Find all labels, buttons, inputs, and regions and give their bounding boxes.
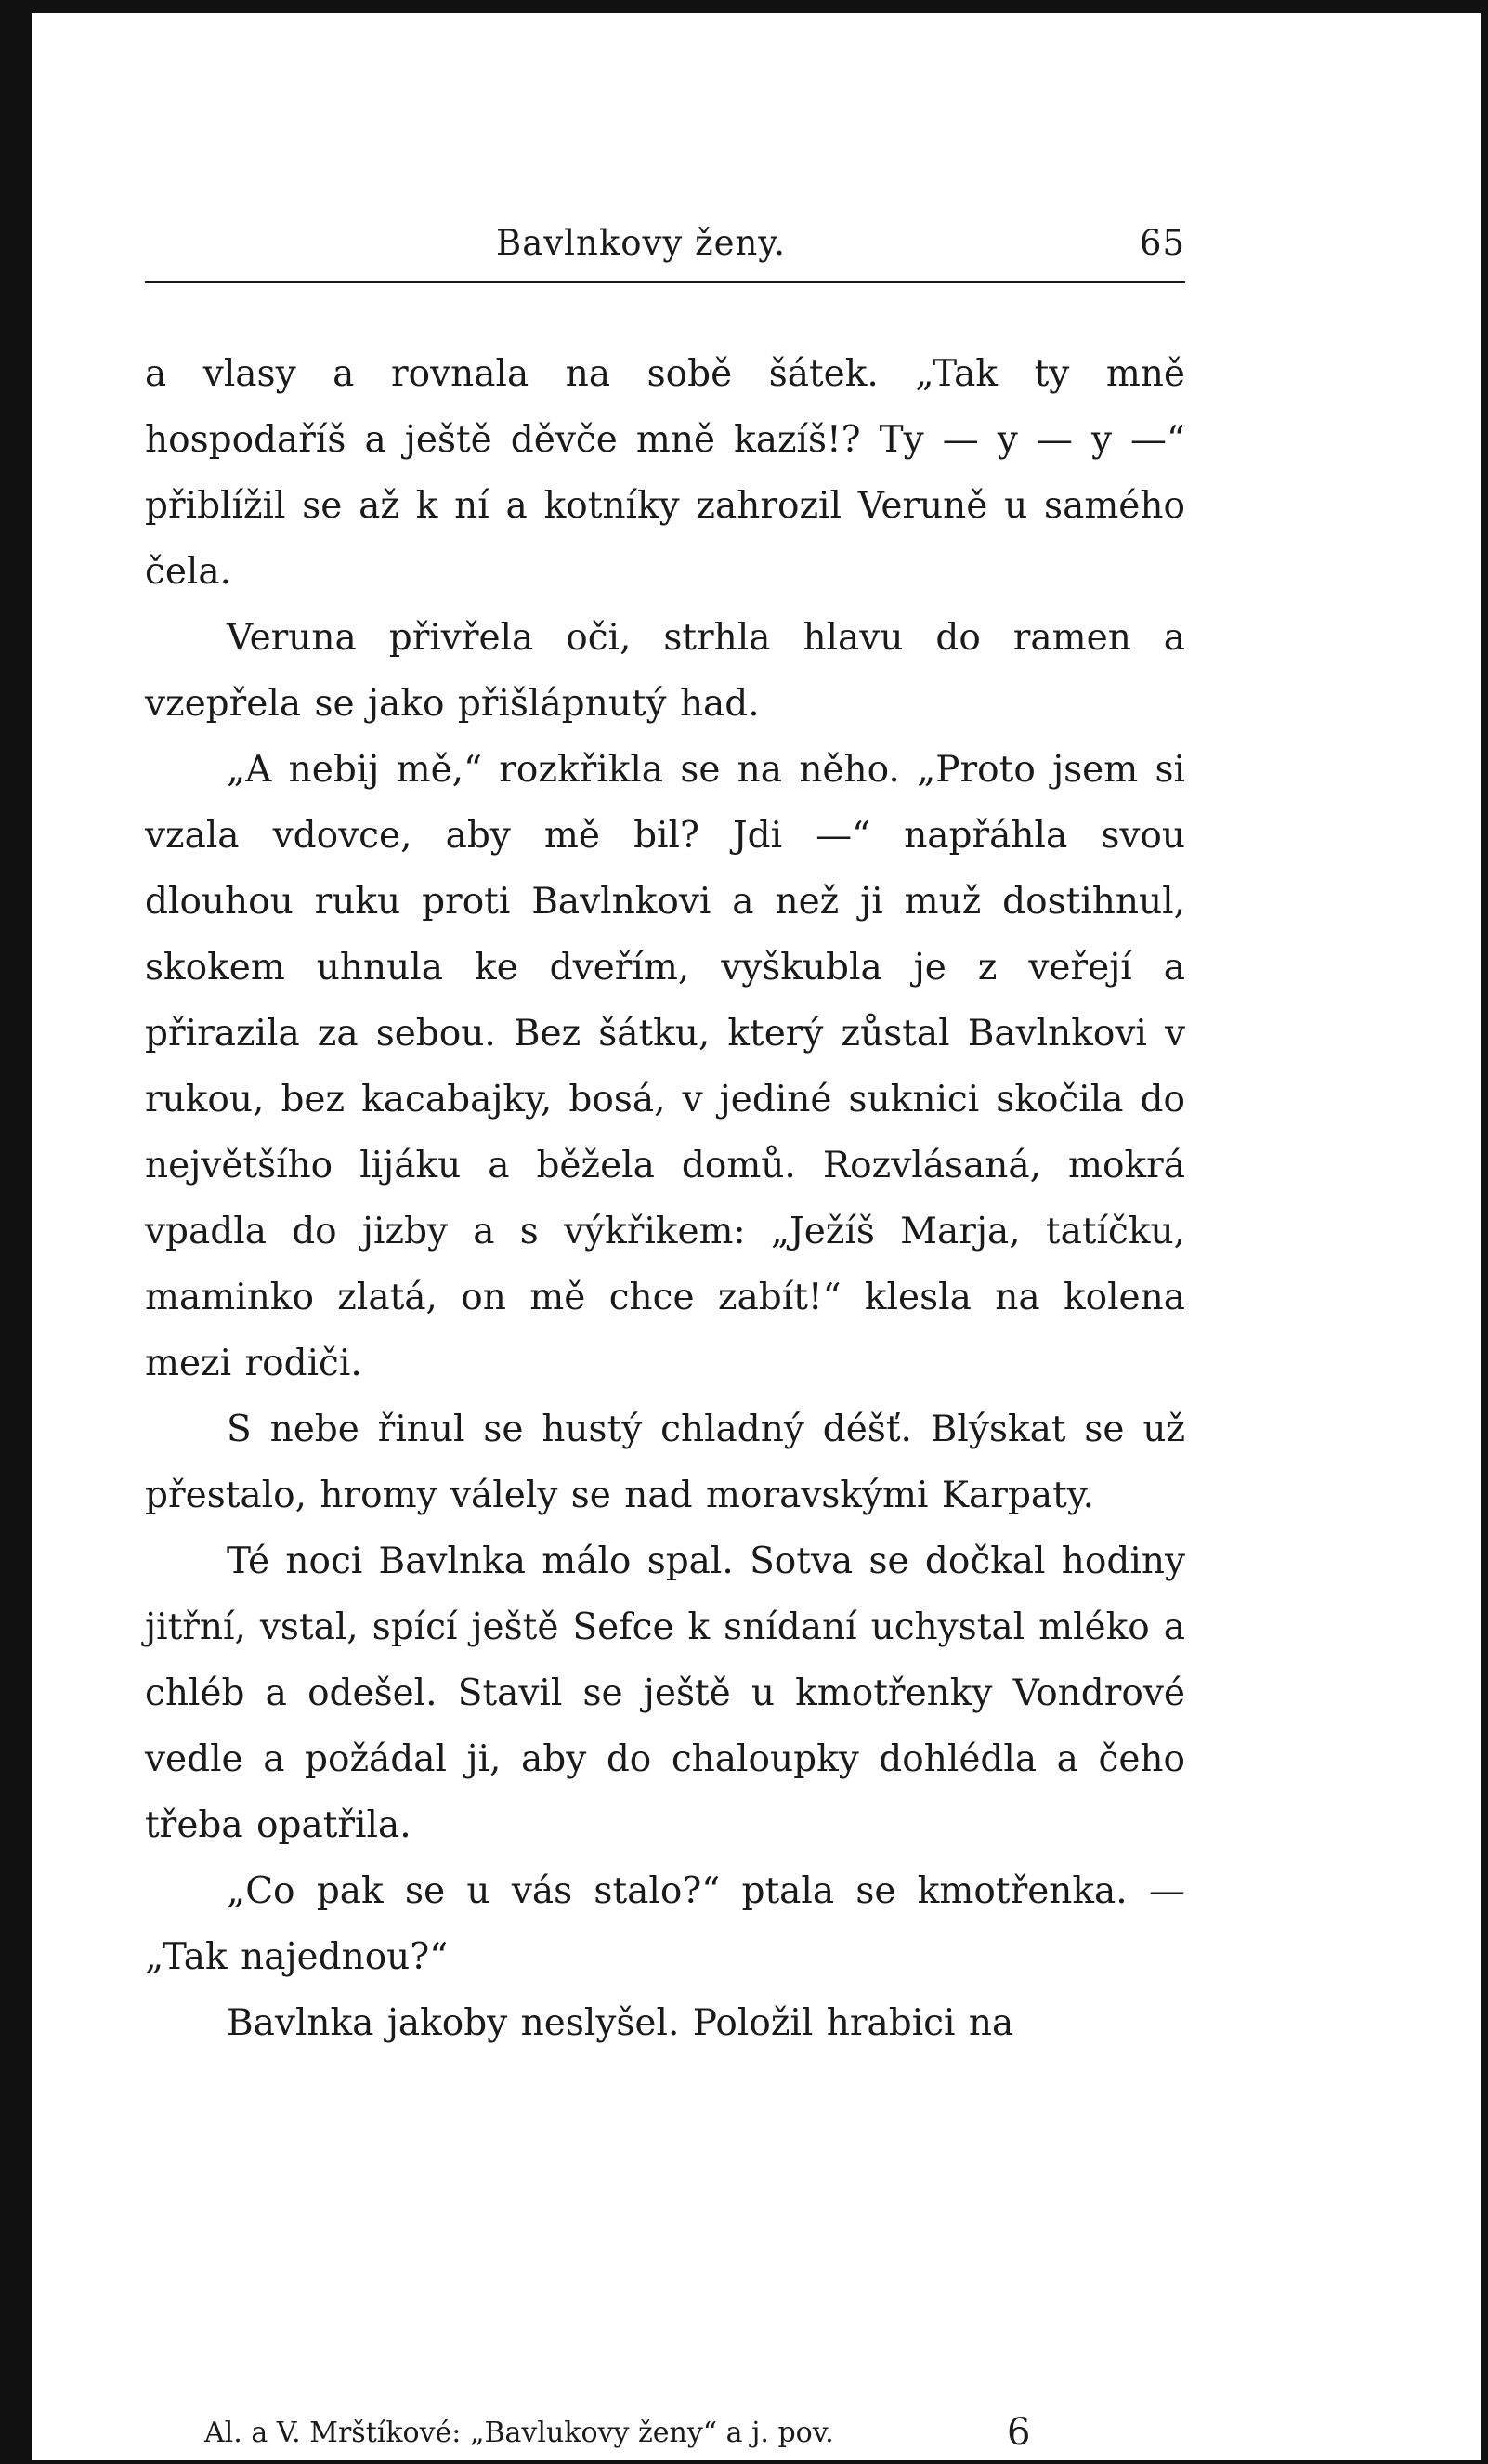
paragraph: Bavlnka jakoby neslyšel. Položil hrabici na (227, 2002, 1014, 2044)
paragraph: Té noci Bavlnka málo spal. Sotva se dočkal hodiny jitřní, vstal, spící ještě Sefce k snídaní uchystal mléko a chléb a odešel. Stavil se ještě u kmotřenky Vondrové vedle a požádal ji, aby do chaloupky dohlédla a čeho třeba opatřila. (145, 1540, 1185, 1846)
page-number: 65 (1139, 223, 1185, 263)
running-head (145, 223, 1185, 275)
scan-border-bottom (0, 2460, 1488, 2464)
scan-border-top (0, 0, 1488, 13)
scan-border-right (1481, 0, 1488, 2464)
signature-mark: 6 (1007, 2411, 1031, 2454)
body-text (145, 341, 1185, 2056)
header-rule (145, 281, 1185, 283)
book-page (145, 223, 1185, 2454)
paragraph: a vlasy a rovnala na sobě šátek. „Tak ty mně hospodaříš a ještě děvče mně kazíš!? Ty — y — y —“ přiblížil se až k ní a kotníky zahrozil Veruně u samého čela. (145, 353, 1185, 593)
running-title: Bavlnkovy ženy. (496, 223, 787, 263)
paragraph: Veruna přivřela oči, strhla hlavu do ramen a vzepřela se jako přišlápnutý had. (145, 617, 1185, 725)
scan-border-left (0, 0, 32, 2464)
paragraph: „A nebij mě,“ rozkřikla se na něho. „Proto jsem si vzala vdovce, aby mě bil? Jdi —“ napřáhla svou dlouhou ruku proti Bavlnkovi a než ji muž dostihnul, skokem uhnula ke dveřím, vyškubla je z veřejí a přirazila za sebou. Bez šátku, který zůstal Bavlnkovi v rukou, bez kacabajky, bosá, v jediné suknici skočila do největšího lijáku a běžela domů. Rozvlásaná, mokrá vpadla do jizby a s výkřikem: „Ježíš Marja, tatíčku, maminko zlatá, on mě chce zabít!“ klesla na kolena mezi rodiči. (145, 749, 1185, 1384)
paragraph: S nebe řinul se hustý chladný déšť. Blýskat se už přestalo, hromy válely se nad moravskými Karpaty. (145, 1409, 1185, 1516)
signature-line: Al. a V. Mrštíkové: „Bavlukovy ženy“ a j. pov. (204, 2417, 834, 2449)
paragraph: „Co pak se u vás stalo?“ ptala se kmotřenka. — „Tak najednou?“ (145, 1870, 1185, 1978)
